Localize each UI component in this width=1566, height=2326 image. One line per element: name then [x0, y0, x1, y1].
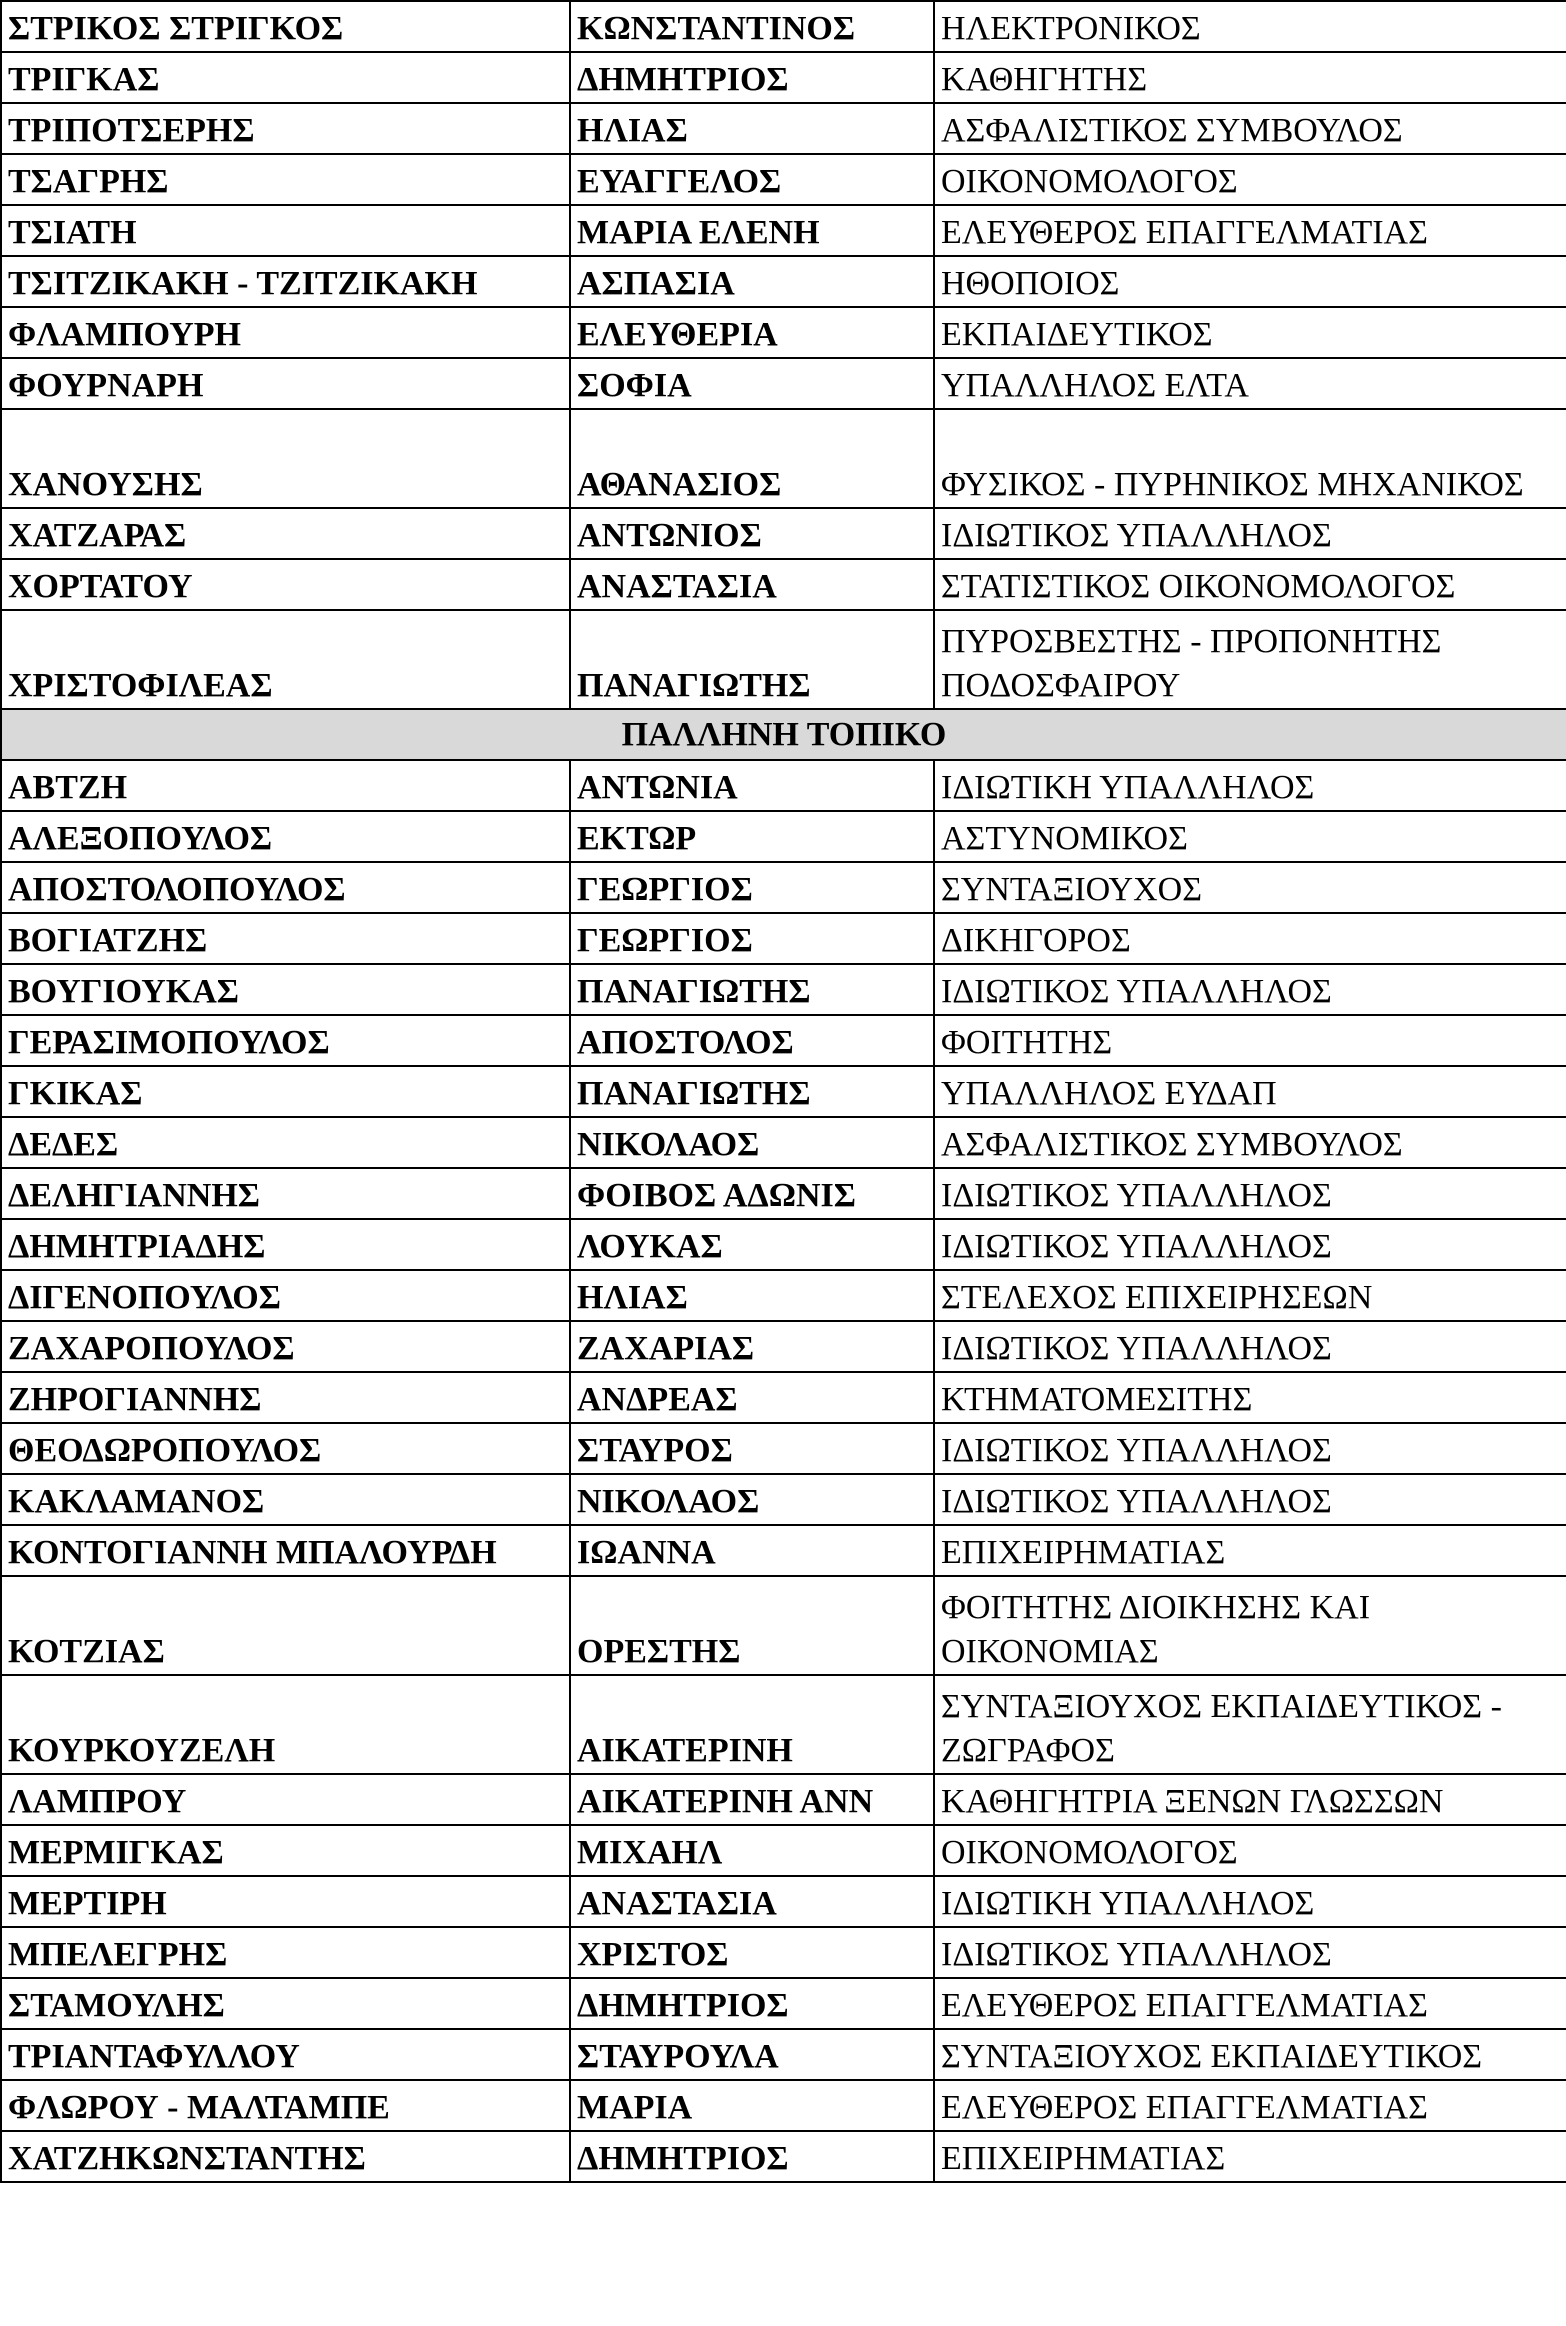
surname-cell: ΧΑΤΖΑΡΑΣ — [1, 508, 570, 559]
firstname-cell: ΗΛΙΑΣ — [570, 1270, 934, 1321]
occupation-cell: ΦΟΙΤΗΤΗΣ — [934, 1015, 1566, 1066]
firstname-cell: ΦΟΙΒΟΣ ΑΔΩΝΙΣ — [570, 1168, 934, 1219]
surname-cell: ΦΛΩΡΟΥ - ΜΑΛΤΑΜΠΕ — [1, 2080, 570, 2131]
surname-cell: ΣΤΑΜΟΥΛΗΣ — [1, 1978, 570, 2029]
firstname-cell: ΑΣΠΑΣΙΑ — [570, 256, 934, 307]
firstname-cell: ΔΗΜΗΤΡΙΟΣ — [570, 2131, 934, 2182]
occupation-cell: ΗΘΟΠΟΙΟΣ — [934, 256, 1566, 307]
firstname-cell: ΑΙΚΑΤΕΡΙΝΗ ΑΝΝ — [570, 1774, 934, 1825]
table-row — [1, 1015, 1566, 1066]
surname-cell: ΒΟΥΓΙΟΥΚΑΣ — [1, 964, 570, 1015]
firstname-cell: ΑΝΤΩΝΙΟΣ — [570, 508, 934, 559]
firstname-cell: ΣΤΑΥΡΟΥΛΑ — [570, 2029, 934, 2080]
section-header-row — [1, 709, 1566, 760]
firstname-cell: ΜΑΡΙΑ ΕΛΕΝΗ — [570, 205, 934, 256]
firstname-cell: ΣΟΦΙΑ — [570, 358, 934, 409]
firstname-cell: ΜΙΧΑΗΛ — [570, 1825, 934, 1876]
table-row — [1, 1978, 1566, 2029]
occupation-cell: ΑΣΤΥΝΟΜΙΚΟΣ — [934, 811, 1566, 862]
table-row — [1, 1576, 1566, 1675]
table-row — [1, 2080, 1566, 2131]
surname-cell: ΦΛΑΜΠΟΥΡΗ — [1, 307, 570, 358]
surname-cell: ΚΑΚΛΑΜΑΝΟΣ — [1, 1474, 570, 1525]
occupation-cell: ΙΔΙΩΤΙΚΟΣ ΥΠΑΛΛΗΛΟΣ — [934, 1927, 1566, 1978]
occupation-cell: ΙΔΙΩΤΙΚΟΣ ΥΠΑΛΛΗΛΟΣ — [934, 1321, 1566, 1372]
table-row — [1, 154, 1566, 205]
occupation-cell: ΙΔΙΩΤΙΚΟΣ ΥΠΑΛΛΗΛΟΣ — [934, 964, 1566, 1015]
table-row — [1, 1168, 1566, 1219]
firstname-cell: ΑΠΟΣΤΟΛΟΣ — [570, 1015, 934, 1066]
firstname-cell: ΑΙΚΑΤΕΡΙΝΗ — [570, 1675, 934, 1774]
table-row — [1, 760, 1566, 811]
table-row — [1, 1675, 1566, 1774]
firstname-cell: ΔΗΜΗΤΡΙΟΣ — [570, 52, 934, 103]
surname-cell: ΑΠΟΣΤΟΛΟΠΟΥΛΟΣ — [1, 862, 570, 913]
firstname-cell: ΕΥΑΓΓΕΛΟΣ — [570, 154, 934, 205]
table-row — [1, 1372, 1566, 1423]
firstname-cell: ΜΑΡΙΑ — [570, 2080, 934, 2131]
firstname-cell: ΖΑΧΑΡΙΑΣ — [570, 1321, 934, 1372]
firstname-cell: ΣΤΑΥΡΟΣ — [570, 1423, 934, 1474]
table-body — [1, 1, 1566, 2182]
table-row — [1, 2029, 1566, 2080]
surname-cell: ΤΣΑΓΡΗΣ — [1, 154, 570, 205]
table-row — [1, 1423, 1566, 1474]
table-row — [1, 913, 1566, 964]
table-row — [1, 1525, 1566, 1576]
surname-cell: ΧΑΝΟΥΣΗΣ — [1, 409, 570, 508]
firstname-cell: ΝΙΚΟΛΑΟΣ — [570, 1117, 934, 1168]
surname-cell: ΜΕΡΤΙΡΗ — [1, 1876, 570, 1927]
occupation-cell: ΙΔΙΩΤΙΚΗ ΥΠΑΛΛΗΛΟΣ — [934, 1876, 1566, 1927]
table-row — [1, 1, 1566, 52]
surname-cell: ΜΕΡΜΙΓΚΑΣ — [1, 1825, 570, 1876]
table-row — [1, 1825, 1566, 1876]
surname-cell: ΚΟΥΡΚΟΥΖΕΛΗ — [1, 1675, 570, 1774]
occupation-cell: ΑΣΦΑΛΙΣΤΙΚΟΣ ΣΥΜΒΟΥΛΟΣ — [934, 1117, 1566, 1168]
surname-cell: ΚΟΤΖΙΑΣ — [1, 1576, 570, 1675]
surname-cell: ΛΑΜΠΡΟΥ — [1, 1774, 570, 1825]
surname-cell: ΜΠΕΛΕΓΡΗΣ — [1, 1927, 570, 1978]
surname-cell: ΧΑΤΖΗΚΩΝΣΤΑΝΤΗΣ — [1, 2131, 570, 2182]
occupation-cell: ΥΠΑΛΛΗΛΟΣ ΕΛΤΑ — [934, 358, 1566, 409]
table-row — [1, 559, 1566, 610]
firstname-cell: ΗΛΙΑΣ — [570, 103, 934, 154]
firstname-cell: ΑΝΤΩΝΙΑ — [570, 760, 934, 811]
surname-cell: ΦΟΥΡΝΑΡΗ — [1, 358, 570, 409]
occupation-cell: ΣΤΑΤΙΣΤΙΚΟΣ ΟΙΚΟΝΟΜΟΛΟΓΟΣ — [934, 559, 1566, 610]
surname-cell: ΑΒΤΖΗ — [1, 760, 570, 811]
surname-cell: ΖΗΡΟΓΙΑΝΝΗΣ — [1, 1372, 570, 1423]
occupation-cell: ΔΙΚΗΓΟΡΟΣ — [934, 913, 1566, 964]
firstname-cell: ΑΝΑΣΤΑΣΙΑ — [570, 559, 934, 610]
surname-cell: ΤΡΙΠΟΤΣΕΡΗΣ — [1, 103, 570, 154]
surname-cell: ΔΙΓΕΝΟΠΟΥΛΟΣ — [1, 1270, 570, 1321]
occupation-cell: ΦΥΣΙΚΟΣ - ΠΥΡΗΝΙΚΟΣ ΜΗΧΑΝΙΚΟΣ — [934, 409, 1566, 508]
occupation-cell: ΚΑΘΗΓΗΤΗΣ — [934, 52, 1566, 103]
table-row — [1, 1270, 1566, 1321]
table-row — [1, 2131, 1566, 2182]
surname-cell: ΧΡΙΣΤΟΦΙΛΕΑΣ — [1, 610, 570, 709]
firstname-cell: ΕΚΤΩΡ — [570, 811, 934, 862]
firstname-cell: ΑΘΑΝΑΣΙΟΣ — [570, 409, 934, 508]
occupation-cell: ΚΑΘΗΓΗΤΡΙΑ ΞΕΝΩΝ ΓΛΩΣΣΩΝ — [934, 1774, 1566, 1825]
firstname-cell: ΑΝΔΡΕΑΣ — [570, 1372, 934, 1423]
table-row — [1, 1876, 1566, 1927]
surname-cell: ΣΤΡΙΚΟΣ ΣΤΡΙΓΚΟΣ — [1, 1, 570, 52]
table-row — [1, 811, 1566, 862]
firstname-cell: ΝΙΚΟΛΑΟΣ — [570, 1474, 934, 1525]
table-row — [1, 52, 1566, 103]
surname-cell: ΤΣΙΑΤΗ — [1, 205, 570, 256]
occupation-cell: ΕΛΕΥΘΕΡΟΣ ΕΠΑΓΓΕΛΜΑΤΙΑΣ — [934, 2080, 1566, 2131]
firstname-cell: ΑΝΑΣΤΑΣΙΑ — [570, 1876, 934, 1927]
table-row — [1, 1066, 1566, 1117]
occupation-cell: ΙΔΙΩΤΙΚΗ ΥΠΑΛΛΗΛΟΣ — [934, 760, 1566, 811]
occupation-cell: ΙΔΙΩΤΙΚΟΣ ΥΠΑΛΛΗΛΟΣ — [934, 1168, 1566, 1219]
firstname-cell: ΛΟΥΚΑΣ — [570, 1219, 934, 1270]
occupation-cell: ΑΣΦΑΛΙΣΤΙΚΟΣ ΣΥΜΒΟΥΛΟΣ — [934, 103, 1566, 154]
table-row — [1, 1321, 1566, 1372]
table-row — [1, 964, 1566, 1015]
occupation-cell: ΥΠΑΛΛΗΛΟΣ ΕΥΔΑΠ — [934, 1066, 1566, 1117]
firstname-cell: ΙΩΑΝΝΑ — [570, 1525, 934, 1576]
surname-cell: ΔΕΔΕΣ — [1, 1117, 570, 1168]
table-row — [1, 1774, 1566, 1825]
occupation-cell: ΙΔΙΩΤΙΚΟΣ ΥΠΑΛΛΗΛΟΣ — [934, 1219, 1566, 1270]
surname-cell: ΔΕΛΗΓΙΑΝΝΗΣ — [1, 1168, 570, 1219]
surname-cell: ΤΡΙΑΝΤΑΦΥΛΛΟΥ — [1, 2029, 570, 2080]
surname-cell: ΖΑΧΑΡΟΠΟΥΛΟΣ — [1, 1321, 570, 1372]
firstname-cell: ΔΗΜΗΤΡΙΟΣ — [570, 1978, 934, 2029]
surname-cell: ΓΚΙΚΑΣ — [1, 1066, 570, 1117]
surname-cell: ΤΡΙΓΚΑΣ — [1, 52, 570, 103]
occupation-cell: ΕΚΠΑΙΔΕΥΤΙΚΟΣ — [934, 307, 1566, 358]
firstname-cell: ΓΕΩΡΓΙΟΣ — [570, 913, 934, 964]
firstname-cell: ΟΡΕΣΤΗΣ — [570, 1576, 934, 1675]
table-row — [1, 1474, 1566, 1525]
surname-cell: ΒΟΓΙΑΤΖΗΣ — [1, 913, 570, 964]
table-row — [1, 862, 1566, 913]
surname-cell: ΔΗΜΗΤΡΙΑΔΗΣ — [1, 1219, 570, 1270]
occupation-cell: ΣΥΝΤΑΞΙΟΥΧΟΣ — [934, 862, 1566, 913]
occupation-cell: ΟΙΚΟΝΟΜΟΛΟΓΟΣ — [934, 1825, 1566, 1876]
occupation-cell: ΕΛΕΥΘΕΡΟΣ ΕΠΑΓΓΕΛΜΑΤΙΑΣ — [934, 205, 1566, 256]
occupation-cell: ΣΥΝΤΑΞΙΟΥΧΟΣ ΕΚΠΑΙΔΕΥΤΙΚΟΣ - ΖΩΓΡΑΦΟΣ — [934, 1675, 1566, 1774]
occupation-cell: ΣΥΝΤΑΞΙΟΥΧΟΣ ΕΚΠΑΙΔΕΥΤΙΚΟΣ — [934, 2029, 1566, 2080]
surname-cell: ΚΟΝΤΟΓΙΑΝΝΗ ΜΠΑΛΟΥΡΔΗ — [1, 1525, 570, 1576]
firstname-cell: ΧΡΙΣΤΟΣ — [570, 1927, 934, 1978]
firstname-cell: ΠΑΝΑΓΙΩΤΗΣ — [570, 610, 934, 709]
table-row — [1, 103, 1566, 154]
section-title: ΠΑΛΛΗΝΗ ΤΟΠΙΚΟ — [1, 709, 1566, 760]
surname-cell: ΓΕΡΑΣΙΜΟΠΟΥΛΟΣ — [1, 1015, 570, 1066]
occupation-cell: ΠΥΡΟΣΒΕΣΤΗΣ - ΠΡΟΠΟΝΗΤΗΣ ΠΟΔΟΣΦΑΙΡΟΥ — [934, 610, 1566, 709]
table-row — [1, 1927, 1566, 1978]
firstname-cell: ΠΑΝΑΓΙΩΤΗΣ — [570, 1066, 934, 1117]
occupation-cell: ΦΟΙΤΗΤΗΣ ΔΙΟΙΚΗΣΗΣ ΚΑΙ ΟΙΚΟΝΟΜΙΑΣ — [934, 1576, 1566, 1675]
occupation-cell: ΟΙΚΟΝΟΜΟΛΟΓΟΣ — [934, 154, 1566, 205]
table-row — [1, 358, 1566, 409]
firstname-cell: ΕΛΕΥΘΕΡΙΑ — [570, 307, 934, 358]
surname-cell: ΧΟΡΤΑΤΟΥ — [1, 559, 570, 610]
firstname-cell: ΓΕΩΡΓΙΟΣ — [570, 862, 934, 913]
table-row — [1, 256, 1566, 307]
occupation-cell: ΕΛΕΥΘΕΡΟΣ ΕΠΑΓΓΕΛΜΑΤΙΑΣ — [934, 1978, 1566, 2029]
table-row — [1, 610, 1566, 709]
occupation-cell: ΕΠΙΧΕΙΡΗΜΑΤΙΑΣ — [934, 2131, 1566, 2182]
firstname-cell: ΠΑΝΑΓΙΩΤΗΣ — [570, 964, 934, 1015]
table-row — [1, 205, 1566, 256]
occupation-cell: ΙΔΙΩΤΙΚΟΣ ΥΠΑΛΛΗΛΟΣ — [934, 1423, 1566, 1474]
table-row — [1, 508, 1566, 559]
table-row — [1, 307, 1566, 358]
occupation-cell: ΙΔΙΩΤΙΚΟΣ ΥΠΑΛΛΗΛΟΣ — [934, 1474, 1566, 1525]
occupation-cell: ΚΤΗΜΑΤΟΜΕΣΙΤΗΣ — [934, 1372, 1566, 1423]
surname-cell: ΤΣΙΤΖΙΚΑΚΗ - ΤΖΙΤΖΙΚΑΚΗ — [1, 256, 570, 307]
firstname-cell: ΚΩΝΣΤΑΝΤΙΝΟΣ — [570, 1, 934, 52]
occupation-cell: ΕΠΙΧΕΙΡΗΜΑΤΙΑΣ — [934, 1525, 1566, 1576]
table-row — [1, 1219, 1566, 1270]
occupation-cell: ΗΛΕΚΤΡΟΝΙΚΟΣ — [934, 1, 1566, 52]
occupation-cell: ΣΤΕΛΕΧΟΣ ΕΠΙΧΕΙΡΗΣΕΩΝ — [934, 1270, 1566, 1321]
occupation-cell: ΙΔΙΩΤΙΚΟΣ ΥΠΑΛΛΗΛΟΣ — [934, 508, 1566, 559]
table-row — [1, 409, 1566, 508]
table-row — [1, 1117, 1566, 1168]
surname-cell: ΘΕΟΔΩΡΟΠΟΥΛΟΣ — [1, 1423, 570, 1474]
surname-cell: ΑΛΕΞΟΠΟΥΛΟΣ — [1, 811, 570, 862]
